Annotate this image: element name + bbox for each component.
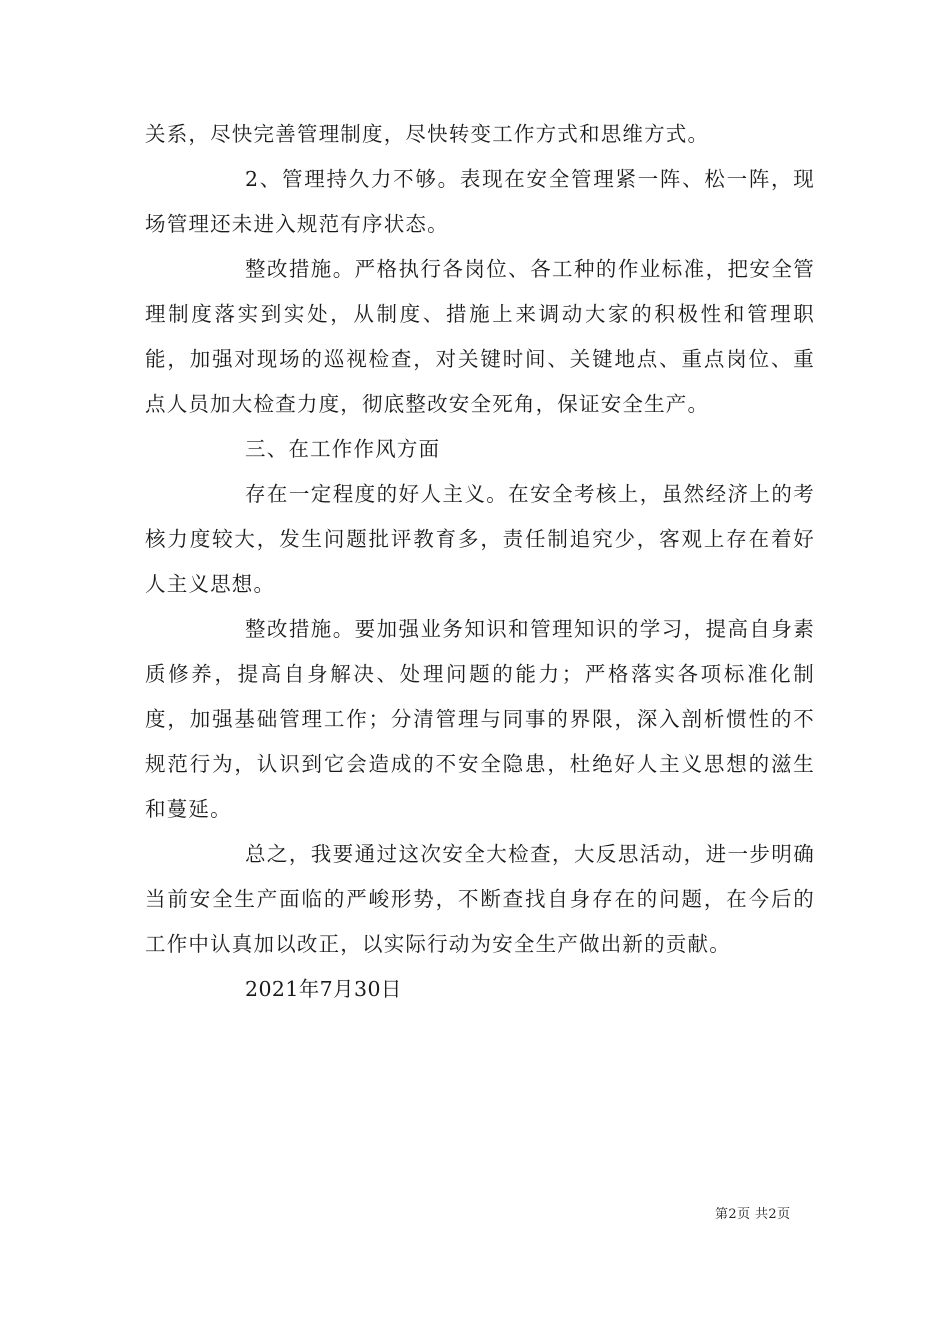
paragraph-continuation: 关系，尽快完善管理制度，尽快转变工作方式和思维方式。 xyxy=(145,122,710,146)
document-date: 2021年7月30日 xyxy=(245,977,402,1001)
document-body xyxy=(145,112,815,1012)
paragraph-rectification-measures-1: 整改措施。严格执行各岗位、各工种的作业标准，把安全管理制度落实到实处，从制度、措施上来调动大家的积极性和管理职能，加强对现场的巡视检查，对关键时间、关键地点、重点岗位、重点人员加大检查力度，彻底整改安全死角，保证安全生产。 xyxy=(145,257,815,416)
paragraph-management-persistence: 2、管理持久力不够。表现在安全管理紧一阵、松一阵，现场管理还未进入规范有序状态。 xyxy=(145,167,815,236)
section-heading-work-style: 三、在工作作风方面 xyxy=(245,437,441,461)
page-number-footer: 第2页 共2页 xyxy=(715,1207,791,1222)
paragraph-rectification-measures-2: 整改措施。要加强业务知识和管理知识的学习，提高自身素质修养，提高自身解决、处理问题的能力；严格落实各项标准化制度，加强基础管理工作；分清管理与同事的界限，深入剖析惯性的不规范行为，认识到它会造成的不安全隐患，杜绝好人主义思想的滋生和蔓延。 xyxy=(145,617,815,821)
paragraph-good-guy-attitude: 存在一定程度的好人主义。在安全考核上，虽然经济上的考核力度较大，发生问题批评教育多，责任制追究少，客观上存在着好人主义思想。 xyxy=(145,482,815,596)
paragraph-conclusion: 总之，我要通过这次安全大检查，大反思活动，进一步明确当前安全生产面临的严峻形势，不断查找自身存在的问题，在今后的工作中认真加以改正，以实际行动为安全生产做出新的贡献。 xyxy=(145,842,815,956)
